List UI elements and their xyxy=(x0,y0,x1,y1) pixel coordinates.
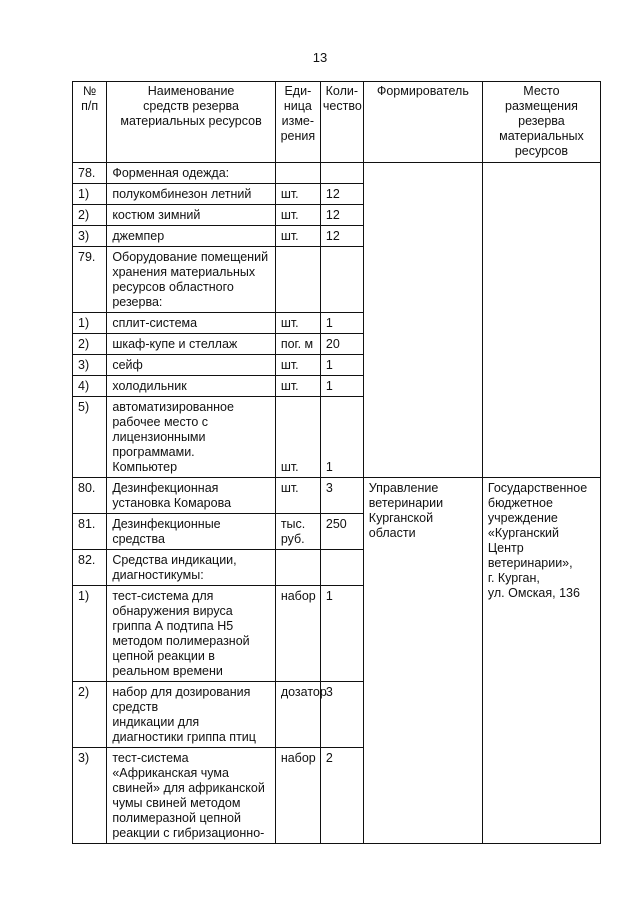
row-qty: 12 xyxy=(320,184,363,205)
row-name: холодильник xyxy=(107,376,275,397)
row-unit: шт. xyxy=(275,313,320,334)
header-unit: Еди- ница изме- рения xyxy=(275,82,320,163)
row-num: 2) xyxy=(73,334,107,355)
row-unit: набор xyxy=(275,748,320,844)
row-qty: 1 xyxy=(320,313,363,334)
row-num: 78. xyxy=(73,163,107,184)
row-unit: шт. xyxy=(275,478,320,514)
row-qty: 20 xyxy=(320,334,363,355)
row-num: 2) xyxy=(73,682,107,748)
header-former: Формирователь xyxy=(363,82,482,163)
row-unit: набор xyxy=(275,586,320,682)
row-unit: тыс. руб. xyxy=(275,514,320,550)
row-qty: 12 xyxy=(320,205,363,226)
row-qty: 250 xyxy=(320,514,363,550)
row-num: 3) xyxy=(73,226,107,247)
header-row xyxy=(73,82,601,163)
header-place: Место размещения резерва материальных ресурсов xyxy=(482,82,600,163)
row-unit xyxy=(275,550,320,586)
row-qty: 1 xyxy=(320,355,363,376)
row-num: 5) xyxy=(73,397,107,478)
row-unit: дозатор xyxy=(275,682,320,748)
row-qty xyxy=(320,550,363,586)
row-num: 82. xyxy=(73,550,107,586)
table-row xyxy=(73,478,601,514)
row-name: сплит-система xyxy=(107,313,275,334)
row-unit xyxy=(275,163,320,184)
row-unit: пог. м xyxy=(275,334,320,355)
row-num: 3) xyxy=(73,748,107,844)
resources-table xyxy=(72,81,601,844)
row-name: сейф xyxy=(107,355,275,376)
row-name: костюм зимний xyxy=(107,205,275,226)
page-number: 13 xyxy=(312,50,328,65)
row-unit: шт. xyxy=(275,184,320,205)
row-qty xyxy=(320,247,363,313)
row-name: Дезинфекционная установка Комарова xyxy=(107,478,275,514)
row-unit: шт. xyxy=(275,397,320,478)
row-num: 81. xyxy=(73,514,107,550)
place-cell: Государственное бюджетное учреждение «Курганский Центр ветеринарии», г. Курган, ул. Омская, 136 xyxy=(482,478,600,844)
row-name: тест-система «Африканская чума свиней» для африканской чумы свиней методом полимеразной цепной реакции с гибризационно- xyxy=(107,748,275,844)
row-name: Дезинфекционные средства xyxy=(107,514,275,550)
row-unit: шт. xyxy=(275,376,320,397)
row-qty: 1 xyxy=(320,397,363,478)
row-unit: шт. xyxy=(275,226,320,247)
row-num: 1) xyxy=(73,313,107,334)
row-unit: шт. xyxy=(275,355,320,376)
row-name: полукомбинезон летний xyxy=(107,184,275,205)
row-name: Оборудование помещений хранения материальных ресурсов областного резерва: xyxy=(107,247,275,313)
row-num: 3) xyxy=(73,355,107,376)
row-num: 80. xyxy=(73,478,107,514)
former-cell: Управление ветеринарии Курганской области xyxy=(363,478,482,844)
row-qty: 1 xyxy=(320,586,363,682)
row-num: 2) xyxy=(73,205,107,226)
table-row xyxy=(73,163,601,184)
row-name: шкаф-купе и стеллаж xyxy=(107,334,275,355)
former-empty-cell xyxy=(363,163,482,478)
row-name: Форменная одежда: xyxy=(107,163,275,184)
row-qty: 1 xyxy=(320,376,363,397)
row-num: 1) xyxy=(73,586,107,682)
row-num: 79. xyxy=(73,247,107,313)
row-qty: 3 xyxy=(320,478,363,514)
row-name: джемпер xyxy=(107,226,275,247)
row-qty: 12 xyxy=(320,226,363,247)
header-num: № п/п xyxy=(73,82,107,163)
row-num: 4) xyxy=(73,376,107,397)
row-qty: 2 xyxy=(320,748,363,844)
row-name: тест-система для обнаружения вируса гриппа А подтипа Н5 методом полимеразной цепной реакции в реальном времени xyxy=(107,586,275,682)
header-qty: Коли- чество xyxy=(320,82,363,163)
row-num: 1) xyxy=(73,184,107,205)
header-name: Наименование средств резерва материальных ресурсов xyxy=(107,82,275,163)
row-unit: шт. xyxy=(275,205,320,226)
row-unit xyxy=(275,247,320,313)
row-name: набор для дозирования средств индикации для диагностики гриппа птиц xyxy=(107,682,275,748)
row-name: автоматизированное рабочее место с лицензионными программами. Компьютер xyxy=(107,397,275,478)
row-qty xyxy=(320,163,363,184)
row-name: Средства индикации, диагностикумы: xyxy=(107,550,275,586)
place-empty-cell xyxy=(482,163,600,478)
row-qty: 3 xyxy=(320,682,363,748)
